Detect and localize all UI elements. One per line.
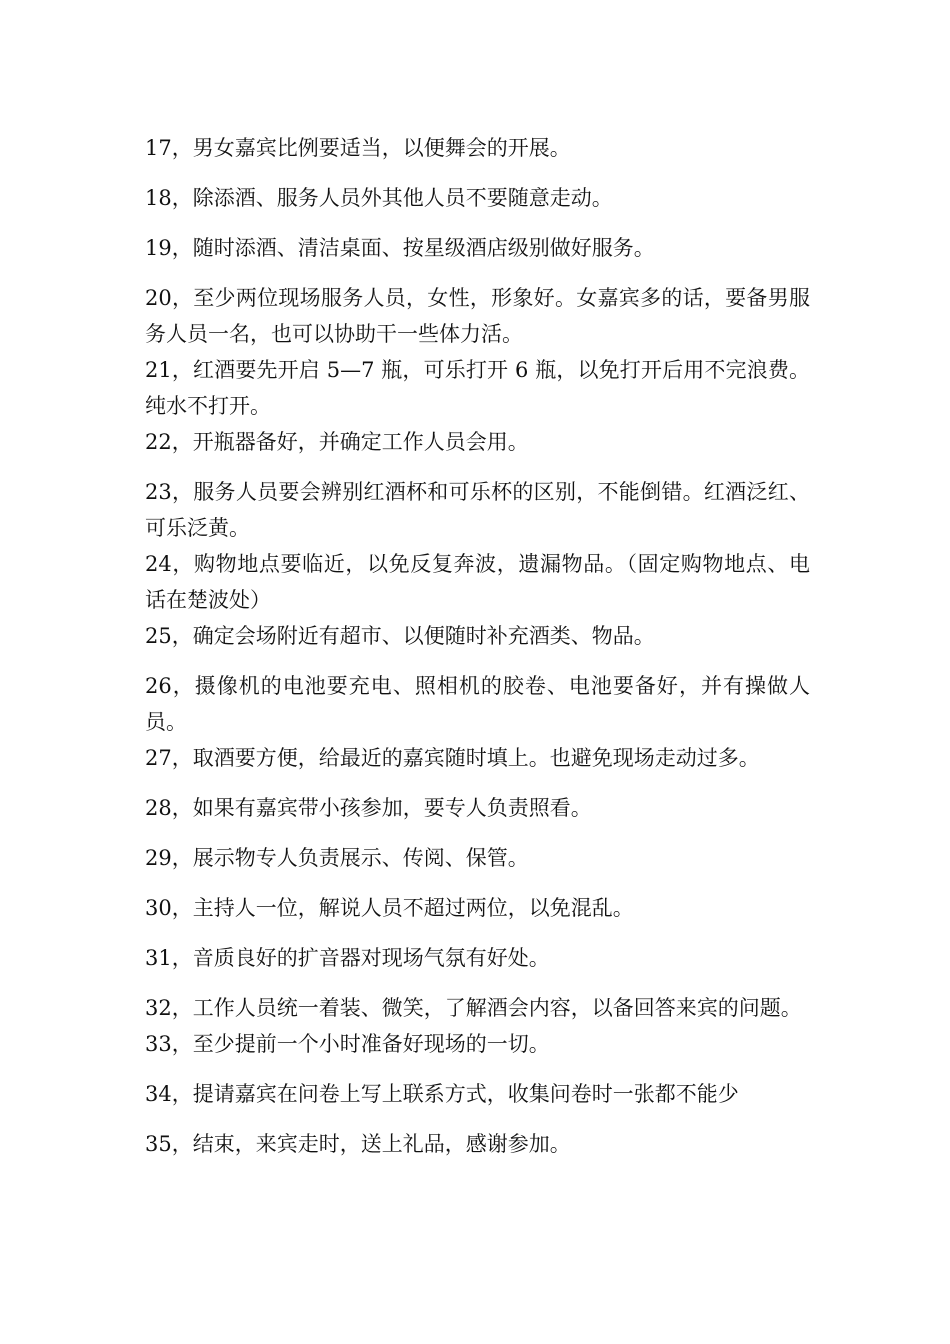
list-item-27: 27，取酒要方便，给最近的嘉宾随时填上。也避免现场走动过多。: [145, 746, 760, 770]
list-item-30: 30，主持人一位，解说人员不超过两位，以免混乱。: [145, 896, 634, 920]
list-item-22: 22，开瓶器备好，并确定工作人员会用。: [145, 430, 529, 454]
list-item-28: 28，如果有嘉宾带小孩参加，要专人负责照看。: [145, 796, 592, 820]
list-item-33: 33，至少提前一个小时准备好现场的一切。: [145, 1032, 550, 1056]
list-item-25: 25，确定会场附近有超市、以便随时补充酒类、物品。: [145, 624, 655, 648]
list-item-35: 35，结束，来宾走时，送上礼品，感谢参加。: [145, 1132, 571, 1156]
list-item-18: 18，除添酒、服务人员外其他人员不要随意走动。: [145, 186, 613, 210]
list-item-29: 29，展示物专人负责展示、传阅、保管。: [145, 846, 529, 870]
list-item-20: 20，至少两位现场服务人员，女性，形象好。女嘉宾多的话，要备男服务人员一名，也可以协助干一些体力活。: [145, 286, 810, 346]
list-item-26: 26，摄像机的电池要充电、照相机的胶卷、电池要备好，并有操做人员。: [145, 674, 810, 734]
list-item-32: 32，工作人员统一着装、微笑，了解酒会内容，以备回答来宾的问题。: [145, 996, 802, 1020]
list-item-24: 24，购物地点要临近，以免反复奔波，遗漏物品。（固定购物地点、电话在楚波处）: [145, 552, 810, 612]
list-item-17: 17，男女嘉宾比例要适当，以便舞会的开展。: [145, 136, 571, 160]
list-item-31: 31，音质良好的扩音器对现场气氛有好处。: [145, 946, 550, 970]
list-item-21: 21，红酒要先开启 5—7 瓶，可乐打开 6 瓶，以免打开后用不完浪费。纯水不打开。: [145, 358, 810, 418]
list-item-23: 23，服务人员要会辨别红酒杯和可乐杯的区别，不能倒错。红酒泛红、可乐泛黄。: [145, 480, 810, 540]
list-item-19: 19，随时添酒、清洁桌面、按星级酒店级别做好服务。: [145, 236, 655, 260]
list-item-34: 34，提请嘉宾在问卷上写上联系方式，收集问卷时一张都不能少: [145, 1082, 739, 1106]
checklist-body: [145, 130, 810, 1162]
